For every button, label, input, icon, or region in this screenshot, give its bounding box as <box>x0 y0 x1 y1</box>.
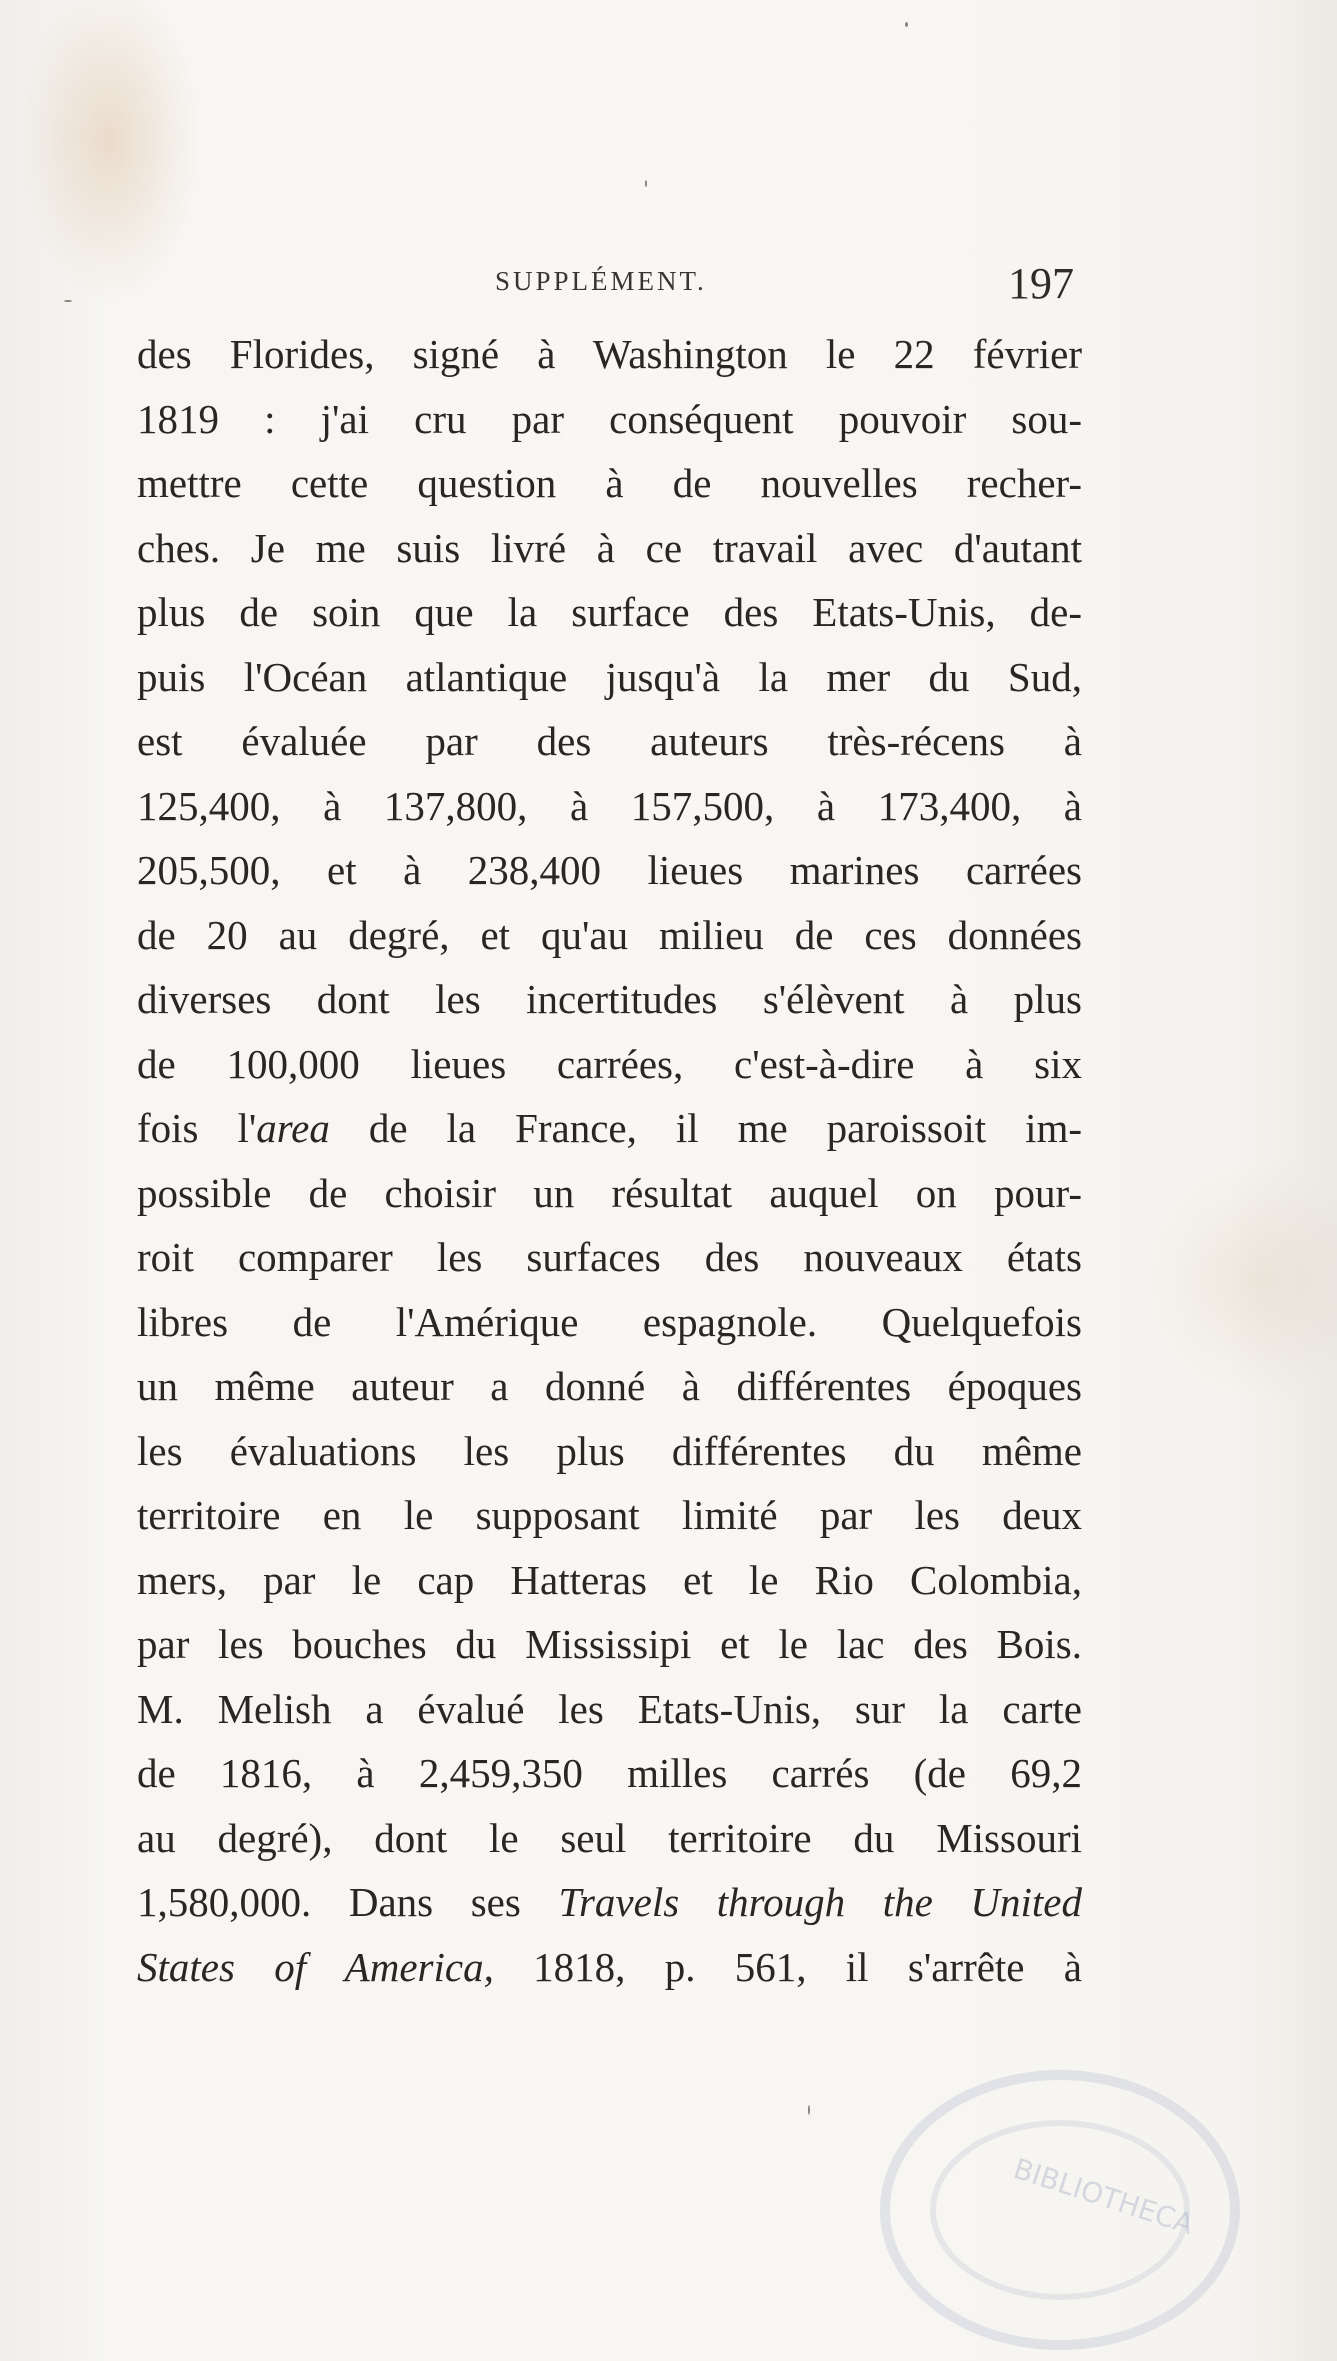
page-number: 197 <box>1008 259 1074 308</box>
text-line: 1,580,000. Dans ses Travels through the United <box>137 1879 1082 1925</box>
text-line: mers, par le cap Hatteras et le Rio Colombia, <box>137 1556 1082 1603</box>
library-stamp <box>880 2070 1240 2350</box>
text-line: territoire en le supposant limité par les deux <box>137 1492 1082 1538</box>
paper-speck <box>808 2105 810 2115</box>
text-line: mettre cette question à de nouvelles recher- <box>137 460 1082 506</box>
text-line: au degré), dont le seul territoire du Missouri <box>137 1814 1082 1861</box>
page-header <box>140 259 1080 312</box>
text-line: M. Melish a évalué les Etats-Unis, sur la carte <box>137 1685 1082 1732</box>
text-line: roit comparer les surfaces des nouveaux états <box>137 1234 1082 1280</box>
text-line: 125,400, à 137,800, à 157,500, à 173,400, à <box>137 782 1082 829</box>
text-line: libres de l'Amérique espagnole. Quelquefois <box>137 1298 1082 1345</box>
text-line: par les bouches du Mississipi et le lac des Bois. <box>137 1621 1082 1667</box>
paper-speck <box>645 180 647 187</box>
text-line: 205,500, et à 238,400 lieues marines carrées <box>137 847 1082 893</box>
italic-text: States of America, <box>137 1943 494 1990</box>
library-stamp-text: BIBLIOTHECA <box>1009 2151 1198 2242</box>
body-text <box>137 322 1082 1999</box>
text-line: puis l'Océan atlantique jusqu'à la mer du Sud, <box>137 653 1082 700</box>
text-line: plus de soin que la surface des Etats-Unis, de- <box>137 589 1082 635</box>
running-head: SUPPLÉMENT. <box>495 266 707 296</box>
text-line: fois l'area de la France, il me paroissoit im- <box>137 1105 1082 1151</box>
text-line: de 1816, à 2,459,350 milles carrés (de 69,2 <box>137 1750 1082 1796</box>
text-line: un même auteur a donné à différentes époques <box>137 1363 1082 1409</box>
text-line: ches. Je me suis livré à ce travail avec d'autant <box>137 524 1082 571</box>
text-line: de 100,000 lieues carrées, c'est-à-dire à six <box>137 1040 1082 1087</box>
paper-speck <box>905 22 908 27</box>
text-line: de 20 au degré, et qu'au milieu de ces données <box>137 911 1082 958</box>
text-line: des Florides, signé à Washington le 22 février <box>137 331 1082 377</box>
paper-speck <box>64 300 72 302</box>
text-line: 1819 : j'ai cru par conséquent pouvoir sou- <box>137 395 1082 442</box>
italic-text: area <box>256 1105 330 1151</box>
text-line: est évaluée par des auteurs très-récens à <box>137 718 1082 764</box>
text-line: States of America, 1818, p. 561, il s'arrête à <box>137 1943 1082 1990</box>
text-line: les évaluations les plus différentes du même <box>137 1427 1082 1474</box>
text-line: possible de choisir un résultat auquel on pour- <box>137 1169 1082 1216</box>
italic-text: Travels through the United <box>558 1879 1082 1925</box>
text-line: diverses dont les incertitudes s'élèvent à plus <box>137 976 1082 1022</box>
